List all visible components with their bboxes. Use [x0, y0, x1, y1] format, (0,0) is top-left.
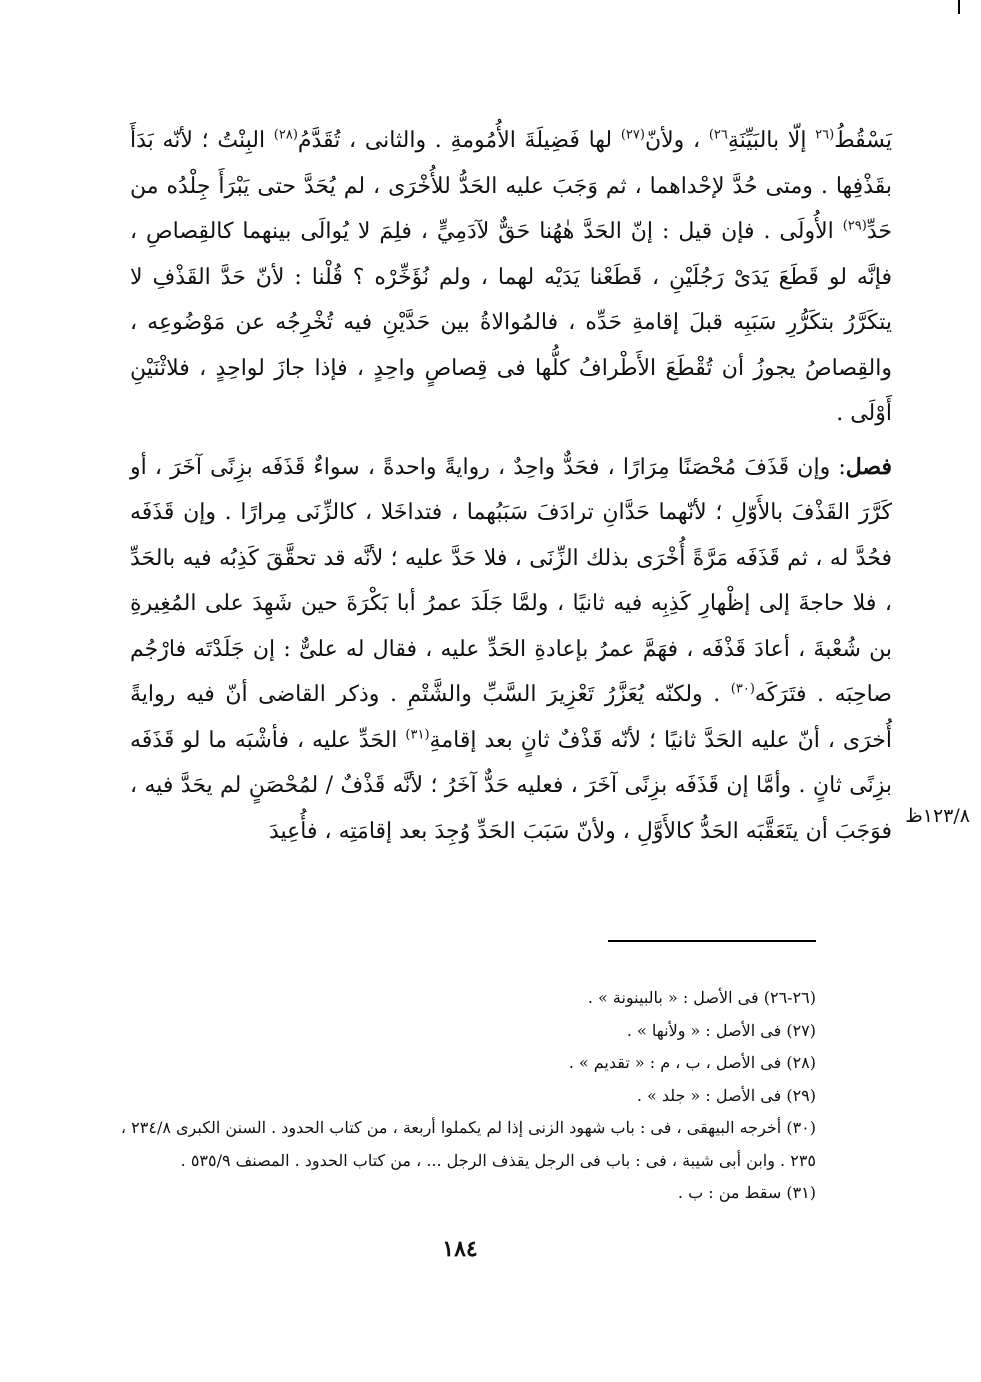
page-number: ١٨٤ [442, 1236, 478, 1262]
footnote-ref-28[interactable]: (٢٨) [273, 127, 298, 143]
footnote-ref-29[interactable]: (٢٩) [842, 218, 867, 234]
text-segment: يَسْقُطُ [834, 128, 892, 153]
footnote-item: (٢٦-٢٦) فى الأصل : « بالبينونة » . [587, 988, 816, 1007]
main-text [130, 118, 892, 854]
text-segment: الأُولَى . فإن قيل : إنّ الحَدَّ هٰهُنا حَقٌّ لآدَمِيٍّ ، فلِمَ لا يُوالَى بينهما كالقِصاصِ ، فإنَّه لو قَطَعَ يَدَىْ رَجُلَيْنِ ، قَطَعْنا يَدَيْه لهما ، ولم نُؤَخِّرْه ؟ قُلْنا : لأنّ حَدَّ القَذْفِ لا يتكَرَّرُ بتكَرُّرِ سَبَبِه قبلَ إقامةِ حَدِّه ، فالمُوالاةُ بين حَدَّيْنِ فيه تُخْرِجُه عن مَوْضُوعِه ، والقِصاصُ يجوزُ أن تُقْطَعَ الأَطْرافُ كلُّها فى قِصاصٍ واحِدٍ ، فإذا جازَ لواحِدٍ ، فلاثْنَيْنِ أَوْلَى . [130, 219, 892, 426]
corner-mark [958, 0, 960, 14]
footnote-ref-30[interactable]: (٣٠) [730, 681, 755, 697]
footnote-ref-27[interactable]: (٢٧) [620, 127, 645, 143]
paragraph-2 [130, 445, 892, 855]
footnote-separator [608, 940, 816, 942]
margin-folio-note: ١٢٣/٨ظ [905, 805, 970, 827]
paragraph-1 [130, 118, 892, 437]
footnote-ref-26-open[interactable]: (٢٦ [815, 127, 835, 143]
text-segment: ، ولأنّ [644, 128, 709, 153]
text-segment: لها فَضِيلَةَ الأُمُومةِ . والثانى ، تُقَدَّمُ [297, 128, 621, 153]
footnote-item: (٢٩) فى الأصل : « جلد » . [636, 1085, 816, 1105]
footnote-ref-26-close[interactable]: ٢٦) [708, 127, 728, 143]
footnotes [120, 982, 816, 1210]
footnote-ref-31[interactable]: (٣١) [405, 727, 430, 743]
text-segment: . ولكنّه يُعَزَّرُ تَعْزِيرَ السَّبِّ والشَّتْمِ . وذكر القاضى أنّ فيه روايةً أُخرَى ، أنّ عليه الحَدَّ ثانيًا ؛ لأنّه قَذْفٌ ثانٍ بعد إقامةِ [130, 682, 893, 753]
text-segment: الحَدِّ عليه ، فأشْبَه ما لو قَذَفَه بزِنًى ثانٍ . وأمَّا إن قَذَفَه بزِنًى آخَرَ ، فعليه حَدٌّ آخَرُ ؛ لأنَّه قَذْفٌ / لمُحْصَنٍ لم يحَدَّ فيه ، فوَجَبَ أن يتَعَقَّبَه الحَدُّ كالأَوَّلِ ، ولأنّ سَبَبَ الحَدِّ وُجِدَ بعد إقامَتِه ، فأُعِيدَ [130, 727, 892, 844]
section-label: فصل [845, 453, 892, 480]
footnote-item: ٢٣٥ . وابن أبى شيبة ، فى : باب فى الرجل يقذف الرجل ... ، من كتاب الحدود . المصنف ٥٣٥/٩ . [180, 1150, 816, 1170]
text-segment: : وإن قَذَفَ مُحْصَنًا مِرَارًا ، فحَدٌّ واحِدٌ ، روايةً واحدةً ، سواءٌ قَذَفَه بزِنًى آخَرَ ، أو كَرَّرَ القَذْفَ بالأَوّلِ ؛ لأنّهما حَدَّانِ ترادَفَ سَبَبُهما ، فتداخَلا ، كالزِّنَى مِرارًا . وإن قَذَفَه فحُدَّ له ، ثم قَذَفَه مَرَّةً أُخْرَى بذلك الزِّنَى ، فلا حَدَّ عليه ؛ لأنَّه قد تحقَّقَ كَذِبُه فيه بالحَدِّ ، فلا حاجةَ إلى إظْهارِ كَذِبِه فيه ثانيًا ، ولمَّا جَلَدَ عمرُ أبا بَكْرَةَ حين شَهِدَ على المُغِيرةِ بن شُعْبةَ ، أعادَ قَذْفَه ، فهَمَّ عمرُ بإعادةِ الحَدِّ عليه ، فقال له علىٌّ : إن جَلَدْتَه فارْجُم صاحِبَه . فتَرَكَه [130, 454, 892, 707]
footnote-item: (٢٨) فى الأصل ، ب ، م : « تقديم » . [568, 1053, 816, 1072]
text-segment: إلّا بالبَيِّنَةِ [727, 128, 816, 153]
footnote-item: (٣٠) أخرجه البيهقى ، فى : باب شهود الزنى إذا لم يكملوا أربعة ، من كتاب الحدود . السنن الكبرى ٢٣٤/٨ ، [120, 1118, 816, 1137]
footnote-item: (٣١) سقط من : ب . [677, 1183, 816, 1202]
footnote-item: (٢٧) فى الأصل : « ولأنها » . [626, 1020, 816, 1040]
text-segment: البِنْتُ ؛ لأنّه بَدَأَ بقَذْفِها . ومتى حُدَّ لإحْداهما ، ثم وَجَبَ عليه الحَدُّ للأُخْرَى ، لم يُحَدَّ حتى يَبْرَأَ جِلْدُه من حَدِّ [130, 128, 892, 244]
